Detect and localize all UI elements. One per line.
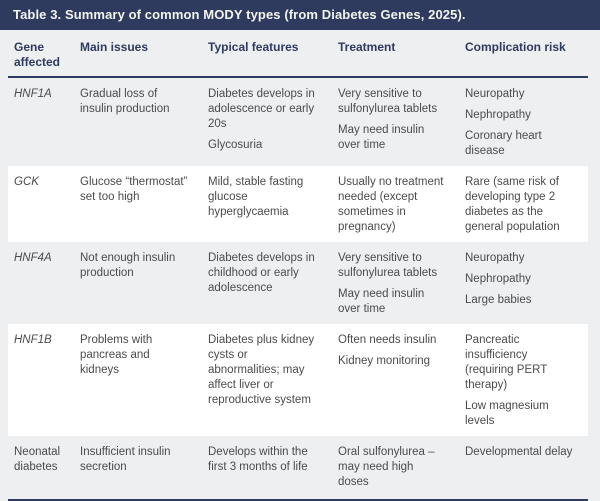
- cell-paragraph: Glucose “thermostat” set too high: [80, 176, 188, 203]
- table-row: [8, 166, 588, 242]
- cell-treatment: [332, 78, 459, 166]
- cell-treatment: [332, 166, 459, 242]
- cell-typical-features: [202, 242, 332, 324]
- cell-paragraph: Insufficient insulin secretion: [80, 446, 171, 473]
- cell-paragraph: GCK: [14, 176, 39, 188]
- cell-typical-features: [202, 324, 332, 436]
- column-header-complication-risk: Complication risk: [465, 40, 566, 54]
- cell-main-issues: [74, 324, 202, 436]
- cell-complication-risk: [459, 78, 588, 166]
- table-row: [8, 436, 588, 497]
- cell-treatment: [332, 324, 459, 436]
- cell-gene: [8, 242, 74, 324]
- cell-paragraph: Very sensitive to sulfonylurea tablets: [338, 252, 438, 279]
- cell-treatment: [332, 242, 459, 324]
- cell-paragraph: Often needs insulin: [338, 334, 437, 346]
- cell-paragraph: HNF1B: [14, 334, 52, 346]
- cell-paragraph: Diabetes develops in adolescence or early 20s: [208, 88, 315, 130]
- table-header-row: [8, 30, 588, 78]
- cell-paragraph: Coronary heart disease: [465, 130, 542, 157]
- cell-paragraph: Oral sulfonylurea – may need high doses: [338, 446, 435, 488]
- cell-paragraph: Diabetes plus kidney cysts or abnormalities; may affect liver or reproductive system: [208, 334, 315, 406]
- column-header-treatment: Treatment: [338, 40, 396, 54]
- cell-paragraph: Mild, stable fasting glucose hyperglycaemia: [208, 176, 304, 218]
- cell-paragraph: May need insulin over time: [338, 124, 425, 151]
- column-header-gene-affected: Gene affected: [14, 40, 61, 69]
- cell-paragraph: Not enough insulin production: [80, 252, 176, 279]
- cell-paragraph: Diabetes develops in childhood or early adolescence: [208, 252, 315, 294]
- cell-main-issues: [74, 242, 202, 324]
- cell-gene: [8, 324, 74, 436]
- cell-paragraph: Nephropathy: [465, 109, 531, 121]
- cell-paragraph: Rare (same risk of developing type 2 diabetes as the general population: [465, 176, 560, 233]
- cell-gene: [8, 436, 74, 497]
- cell-complication-risk: [459, 436, 588, 497]
- cell-paragraph: Nephropathy: [465, 273, 531, 285]
- cell-paragraph: Problems with pancreas and kidneys: [80, 334, 153, 376]
- column-header-main-issues: Main issues: [80, 40, 149, 54]
- cell-paragraph: Develops within the first 3 months of life: [208, 446, 308, 473]
- cell-paragraph: Glycosuria: [208, 139, 263, 151]
- cell-complication-risk: [459, 166, 588, 242]
- cell-treatment: [332, 436, 459, 497]
- cell-paragraph: Neuropathy: [465, 252, 525, 264]
- table-content: [8, 30, 588, 501]
- column-header-typical-features: Typical features: [208, 40, 299, 54]
- cell-paragraph: Very sensitive to sulfonylurea tablets: [338, 88, 438, 115]
- table-row: [8, 78, 588, 166]
- cell-gene: [8, 166, 74, 242]
- cell-paragraph: Kidney monitoring: [338, 355, 431, 367]
- cell-complication-risk: [459, 324, 588, 436]
- cell-main-issues: [74, 436, 202, 497]
- cell-paragraph: Gradual loss of insulin production: [80, 88, 170, 115]
- cell-paragraph: Developmental delay: [465, 446, 573, 458]
- cell-paragraph: May need insulin over time: [338, 288, 425, 315]
- table-body: [8, 78, 588, 497]
- cell-gene: [8, 78, 74, 166]
- cell-typical-features: [202, 78, 332, 166]
- cell-paragraph: Neonatal diabetes: [14, 446, 61, 473]
- cell-paragraph: HNF4A: [14, 252, 52, 264]
- cell-paragraph: Neuropathy: [465, 88, 525, 100]
- cell-paragraph: Low magnesium levels: [465, 400, 549, 427]
- cell-main-issues: [74, 166, 202, 242]
- cell-paragraph: Large babies: [465, 294, 532, 306]
- cell-main-issues: [74, 78, 202, 166]
- table-row: [8, 242, 588, 324]
- cell-paragraph: HNF1A: [14, 88, 52, 100]
- cell-complication-risk: [459, 242, 588, 324]
- cell-paragraph: Pancreatic insufficiency (requiring PERT therapy): [465, 334, 548, 391]
- table-title: Table 3. Summary of common MODY types (from Diabetes Genes, 2025).: [0, 0, 600, 30]
- table-row: [8, 324, 588, 436]
- cell-typical-features: [202, 166, 332, 242]
- cell-paragraph: Usually no treatment needed (except sometimes in pregnancy): [338, 176, 444, 233]
- cell-typical-features: [202, 436, 332, 497]
